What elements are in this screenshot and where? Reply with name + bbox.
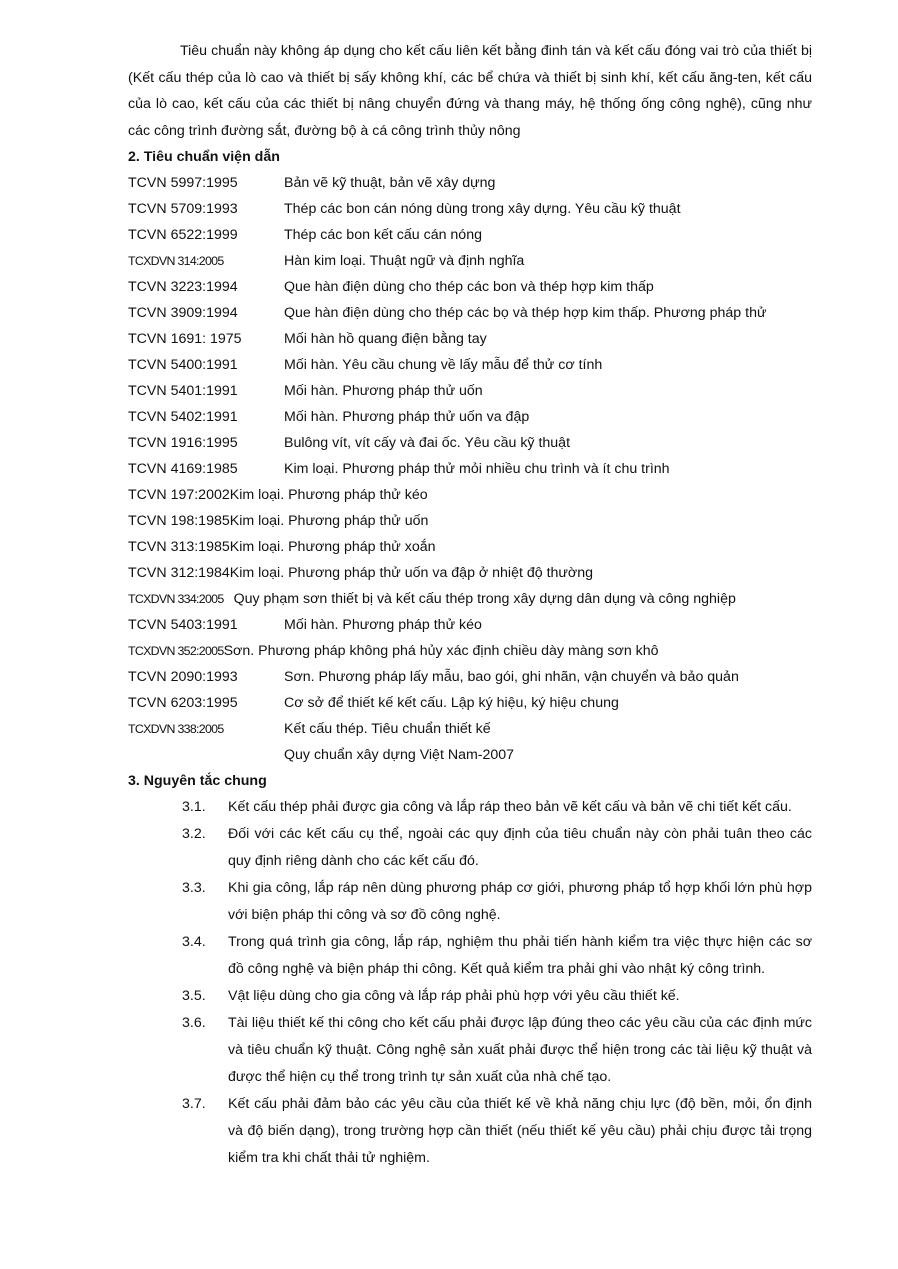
principle-item xyxy=(128,983,812,1010)
reference-row xyxy=(128,482,812,508)
reference-row xyxy=(128,638,812,664)
reference-row xyxy=(128,274,812,300)
reference-row xyxy=(128,300,812,326)
principle-item xyxy=(128,929,812,983)
reference-row xyxy=(128,534,812,560)
reference-code: TCVN 5400:1991 xyxy=(128,357,238,373)
reference-code: TCVN 197:2002 xyxy=(128,487,230,503)
principle-item xyxy=(128,1010,812,1091)
reference-code: TCVN 5403:1991 xyxy=(128,617,238,633)
principle-item xyxy=(128,794,812,821)
reference-title: Kim loại. Phương pháp thử uốn xyxy=(229,513,429,529)
reference-list xyxy=(128,170,812,768)
principle-number: 3.7. xyxy=(182,1096,206,1112)
reference-code: TCXDVN 352:2005 xyxy=(128,644,224,658)
reference-title: Kim loại. Phương pháp thử uốn va đập ở nhiệt độ thường xyxy=(229,565,593,581)
reference-row xyxy=(128,248,812,274)
reference-title: Thép các bon kết cấu cán nóng xyxy=(284,227,482,243)
reference-title: Kim loại. Phương pháp thử mỏi nhiều chu trình và ít chu trình xyxy=(284,461,670,477)
principle-number: 3.1. xyxy=(182,799,206,815)
reference-title: Sơn. Phương pháp lấy mẫu, bao gói, ghi nhãn, vận chuyển và bảo quản xyxy=(284,669,739,685)
reference-row xyxy=(128,560,812,586)
principle-text: Vật liệu dùng cho gia công và lắp ráp phải phù hợp với yêu cầu thiết kế. xyxy=(228,988,680,1004)
section-2-heading: 2. Tiêu chuẩn viện dẫn xyxy=(128,149,280,165)
reference-code: TCVN 1691: 1975 xyxy=(128,331,242,347)
reference-code: TCVN 6522:1999 xyxy=(128,227,238,243)
reference-row xyxy=(128,586,812,612)
reference-code: TCVN 312:1984 xyxy=(128,565,230,581)
reference-title: Bulông vít, vít cấy và đai ốc. Yêu cầu kỹ thuật xyxy=(284,435,571,451)
principle-item xyxy=(128,875,812,929)
principle-text: Tài liệu thiết kế thi công cho kết cấu phải được lập đúng theo các yêu cầu của các định mức và tiêu chuẩn kỹ thuật. Công nghệ sản xuất phải được thể hiện trong các tài liệu kỹ thuật và được thể hiện cụ thể trong trình tự sản xuất của nhà chế tạo. xyxy=(228,1015,812,1085)
reference-row xyxy=(128,508,812,534)
reference-code: TCVN 3909:1994 xyxy=(128,305,238,321)
reference-row xyxy=(128,716,812,742)
reference-title: Quy chuẩn xây dựng Việt Nam-2007 xyxy=(284,747,515,763)
reference-title: Que hàn điện dùng cho thép các bon và thép hợp kim thấp xyxy=(284,279,654,295)
reference-code: TCXDVN 314:2005 xyxy=(128,254,224,268)
principle-number: 3.2. xyxy=(182,826,206,842)
reference-row xyxy=(128,690,812,716)
reference-title: Mối hàn. Phương pháp thử kéo xyxy=(284,617,482,633)
reference-row xyxy=(128,222,812,248)
reference-row xyxy=(128,170,812,196)
reference-code: TCVN 3223:1994 xyxy=(128,279,238,295)
principle-item xyxy=(128,1091,812,1172)
reference-code: TCVN 313:1985 xyxy=(128,539,230,555)
reference-code: TCVN 5997:1995 xyxy=(128,175,238,191)
reference-code: TCVN 5401:1991 xyxy=(128,383,238,399)
reference-title: Kết cấu thép. Tiêu chuẩn thiết kế xyxy=(284,721,491,737)
principle-text: Đối với các kết cấu cụ thể, ngoài các quy định của tiêu chuẩn này còn phải tuân theo các quy định riêng dành cho các kết cấu đó. xyxy=(228,826,812,869)
principle-text: Trong quá trình gia công, lắp ráp, nghiệm thu phải tiến hành kiểm tra việc thực hiện các sơ đồ công nghệ và biện pháp thi công. Kết quả kiểm tra phải ghi vào nhật ký công trình. xyxy=(228,934,812,977)
principle-item xyxy=(128,821,812,875)
reference-code: TCVN 198:1985 xyxy=(128,513,230,529)
principle-number: 3.4. xyxy=(182,934,206,950)
document-page xyxy=(128,38,812,1172)
reference-row xyxy=(128,430,812,456)
reference-code: TCVN 2090:1993 xyxy=(128,669,238,685)
reference-title: Thép các bon cán nóng dùng trong xây dựng. Yêu cầu kỹ thuật xyxy=(284,201,681,217)
reference-code: TCXDVN 334:2005 xyxy=(128,592,224,606)
reference-row xyxy=(128,612,812,638)
reference-code: TCVN 5402:1991 xyxy=(128,409,238,425)
principle-number: 3.3. xyxy=(182,880,206,896)
reference-row xyxy=(128,456,812,482)
reference-code: TCVN 6203:1995 xyxy=(128,695,238,711)
intro-paragraph: Tiêu chuẩn này không áp dụng cho kết cấu liên kết bằng đinh tán và kết cấu đóng vai trò của thiết bị (Kết cấu thép của lò cao và thiết bị sấy không khí, các bể chứa và thiết bị sinh khí, kết cấu ăng-ten, kết cấu của lò cao, kết cấu của các thiết bị nâng chuyển đứng và thang máy, hệ thống ống công nghệ), cũng như các công trình đường sắt, đường bộ à cá công trình thủy nông xyxy=(128,43,812,139)
reference-code: TCVN 1916:1995 xyxy=(128,435,238,451)
reference-row xyxy=(128,196,812,222)
reference-row xyxy=(128,352,812,378)
reference-title: Mối hàn hồ quang điện bằng tay xyxy=(284,331,487,347)
reference-title: Kim loại. Phương pháp thử xoắn xyxy=(229,539,436,555)
reference-row xyxy=(128,378,812,404)
reference-title: Mối hàn. Phương pháp thử uốn va đập xyxy=(284,409,530,425)
section-3-heading: 3. Nguyên tắc chung xyxy=(128,773,267,789)
reference-title: Mối hàn. Phương pháp thử uốn xyxy=(284,383,483,399)
reference-title: Sơn. Phương pháp không phá hủy xác định chiều dày màng sơn khô xyxy=(223,643,659,659)
reference-title: Hàn kim loại. Thuật ngữ và định nghĩa xyxy=(284,253,525,269)
reference-title: Quy phạm sơn thiết bị và kết cấu thép trong xây dựng dân dụng và công nghiệp xyxy=(233,591,736,607)
reference-row xyxy=(128,404,812,430)
reference-title: Cơ sở để thiết kế kết cấu. Lập ký hiệu, ký hiệu chung xyxy=(284,695,619,711)
principle-number: 3.5. xyxy=(182,988,206,1004)
principle-text: Kết cấu phải đảm bảo các yêu cầu của thiết kế về khả năng chịu lực (độ bền, mỏi, ổn định và độ biến dạng), trong trường hợp cần thiết (nếu thiết kế yêu cầu) phải chịu được tải trọng kiểm tra khi chất thải tử nghiệm. xyxy=(228,1096,812,1166)
reference-row xyxy=(128,664,812,690)
reference-title: Bản vẽ kỹ thuật, bản vẽ xây dựng xyxy=(284,175,496,191)
principle-text: Kết cấu thép phải được gia công và lắp ráp theo bản vẽ kết cấu và bản vẽ chi tiết kết cấu. xyxy=(228,799,792,815)
principle-text: Khi gia công, lắp ráp nên dùng phương pháp cơ giới, phương pháp tổ hợp khối lớn phù hợp với biện pháp thi công và sơ đồ công nghệ. xyxy=(228,880,812,923)
reference-code: TCXDVN 338:2005 xyxy=(128,722,224,736)
principle-number: 3.6. xyxy=(182,1015,206,1031)
reference-code: TCVN 4169:1985 xyxy=(128,461,238,477)
reference-row xyxy=(128,742,812,768)
reference-title: Que hàn điện dùng cho thép các bọ và thép hợp kim thấp. Phương pháp thử xyxy=(284,305,767,321)
principles-list xyxy=(128,794,812,1172)
reference-title: Kim loại. Phương pháp thử kéo xyxy=(229,487,428,503)
reference-code: TCVN 5709:1993 xyxy=(128,201,238,217)
reference-title: Mối hàn. Yêu cầu chung về lấy mẫu để thử cơ tính xyxy=(284,357,603,373)
reference-row xyxy=(128,326,812,352)
